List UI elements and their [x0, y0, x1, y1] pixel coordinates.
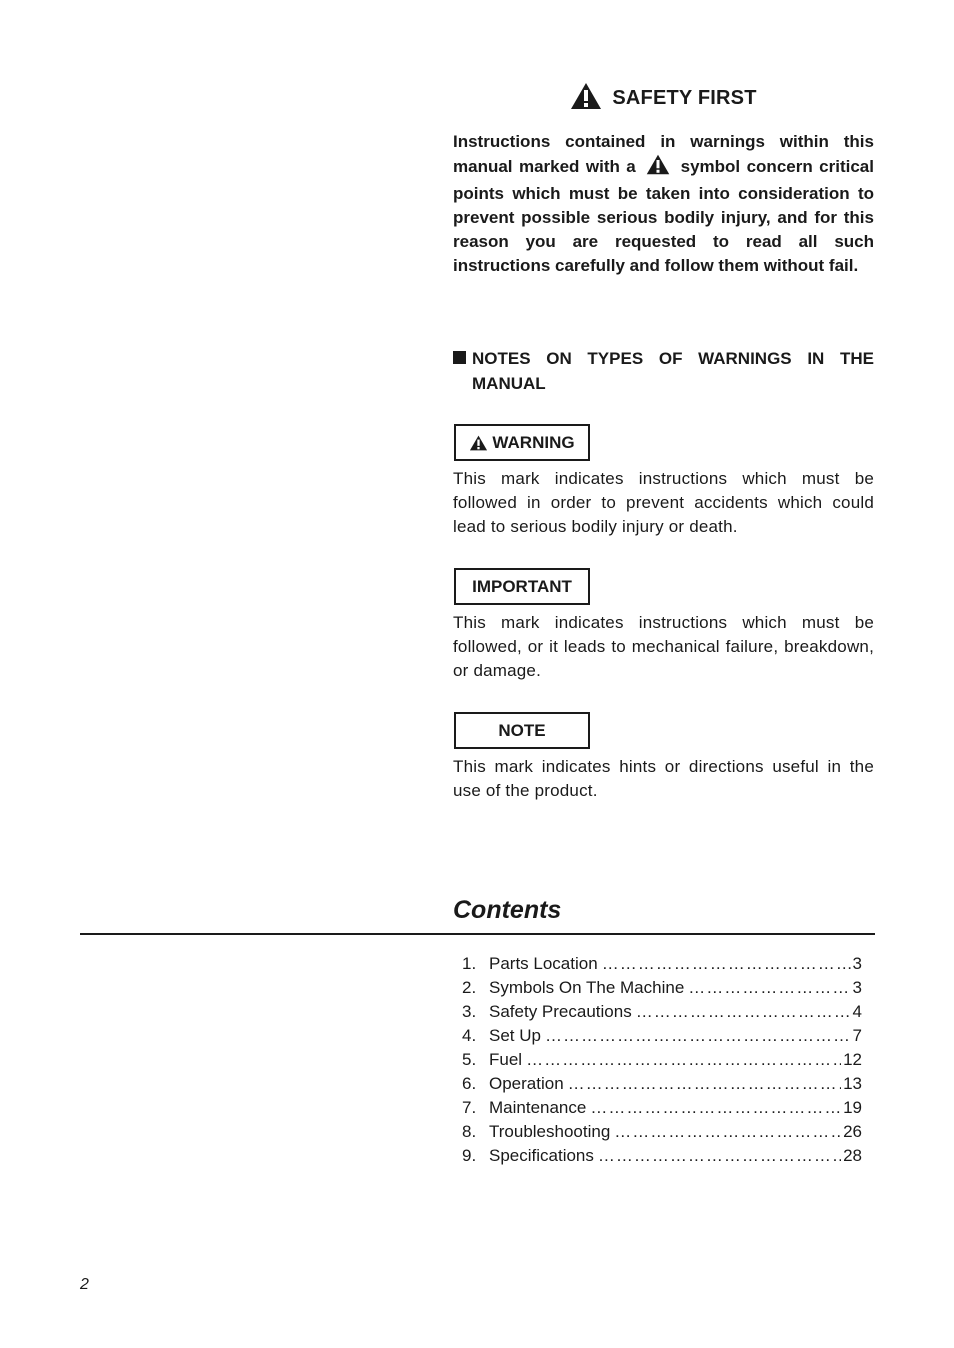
toc-item[interactable]	[462, 1096, 862, 1120]
intro-text-after-icon: symbol concern critical points which must be taken into consideration to prevent possible serious bodily injury, and for this reason you are requested to read all such instructions carefully and follow them without fail.	[453, 157, 874, 275]
toc-item-label: Parts Location	[489, 954, 598, 973]
toc-item-page: 4	[852, 1002, 862, 1021]
toc-item-number: 7.	[462, 1098, 477, 1117]
toc-leader-dots	[598, 1144, 841, 1168]
toc-item-page: 3	[852, 954, 862, 973]
toc-item-number: 6.	[462, 1074, 477, 1093]
toc-leader-dots	[614, 1120, 841, 1144]
toc-item-page: 12	[843, 1050, 862, 1069]
toc-leader-dots	[602, 952, 851, 976]
toc-item-label: Symbols On The Machine	[489, 978, 685, 997]
toc-item-number: 2.	[462, 978, 477, 997]
important-label-box	[454, 568, 590, 605]
toc-leader-dots	[545, 1024, 851, 1048]
toc-item[interactable]	[462, 1072, 862, 1096]
important-label: IMPORTANT	[472, 576, 572, 596]
toc-item[interactable]	[462, 1048, 862, 1072]
note-description: This mark indicates hints or directions useful in the use of the product.	[453, 757, 874, 800]
toc-leader-dots	[590, 1096, 841, 1120]
toc-item-page: 3	[852, 978, 862, 997]
toc-item-page: 13	[843, 1074, 862, 1093]
toc-item-number: 5.	[462, 1050, 477, 1069]
toc-item-label: Troubleshooting	[489, 1122, 611, 1141]
toc-item-number: 9.	[462, 1146, 477, 1165]
important-description: This mark indicates instructions which must be followed, or it leads to mechanical failure, breakdown, or damage.	[453, 613, 874, 680]
safety-first-header	[453, 82, 874, 115]
toc-item-label: Operation	[489, 1074, 564, 1093]
table-of-contents	[462, 952, 862, 1168]
intro-text-before-icon: Instructions contained in warnings within this manual marked with a	[453, 132, 874, 176]
toc-item[interactable]	[462, 1024, 862, 1048]
safety-intro-paragraph	[453, 130, 874, 278]
toc-item-page: 7	[852, 1026, 862, 1045]
toc-item[interactable]	[462, 1144, 862, 1168]
safety-first-title: SAFETY FIRST	[612, 87, 757, 109]
square-bullet-icon	[453, 351, 466, 364]
toc-item-label: Set Up	[489, 1026, 541, 1045]
toc-item-number: 4.	[462, 1026, 477, 1045]
warning-description: This mark indicates instructions which must be followed in order to prevent accidents which could lead to serious bodily injury or death.	[453, 469, 874, 536]
notes-heading-text: NOTES ON TYPES OF WARNINGS IN THE MANUAL	[472, 349, 874, 393]
warning-label: WARNING	[492, 432, 575, 452]
toc-leader-dots	[526, 1048, 841, 1072]
note-label: NOTE	[498, 720, 546, 740]
toc-item-number: 1.	[462, 954, 477, 973]
toc-item-page: 26	[843, 1122, 862, 1141]
toc-item[interactable]	[462, 952, 862, 976]
toc-item-number: 8.	[462, 1122, 477, 1141]
toc-item[interactable]	[462, 976, 862, 1000]
toc-leader-dots	[636, 1000, 851, 1024]
warning-triangle-icon	[646, 154, 670, 182]
toc-item[interactable]	[462, 1120, 862, 1144]
warning-label-box	[454, 424, 590, 461]
warning-triangle-icon	[570, 82, 602, 115]
toc-leader-dots	[568, 1072, 841, 1096]
contents-divider	[80, 933, 875, 935]
notes-heading	[453, 346, 874, 396]
toc-leader-dots	[688, 976, 850, 1000]
note-label-box	[454, 712, 590, 749]
toc-item-label: Maintenance	[489, 1098, 587, 1117]
toc-item-label: Fuel	[489, 1050, 523, 1069]
toc-item-page: 19	[843, 1098, 862, 1117]
toc-item-page: 28	[843, 1146, 862, 1165]
contents-title: Contents	[453, 896, 562, 924]
page-number: 2	[80, 1276, 89, 1293]
toc-item-number: 3.	[462, 1002, 477, 1021]
warning-triangle-icon	[469, 435, 488, 451]
toc-item-label: Safety Precautions	[489, 1002, 632, 1021]
toc-item-label: Specifications	[489, 1146, 594, 1165]
toc-item[interactable]	[462, 1000, 862, 1024]
